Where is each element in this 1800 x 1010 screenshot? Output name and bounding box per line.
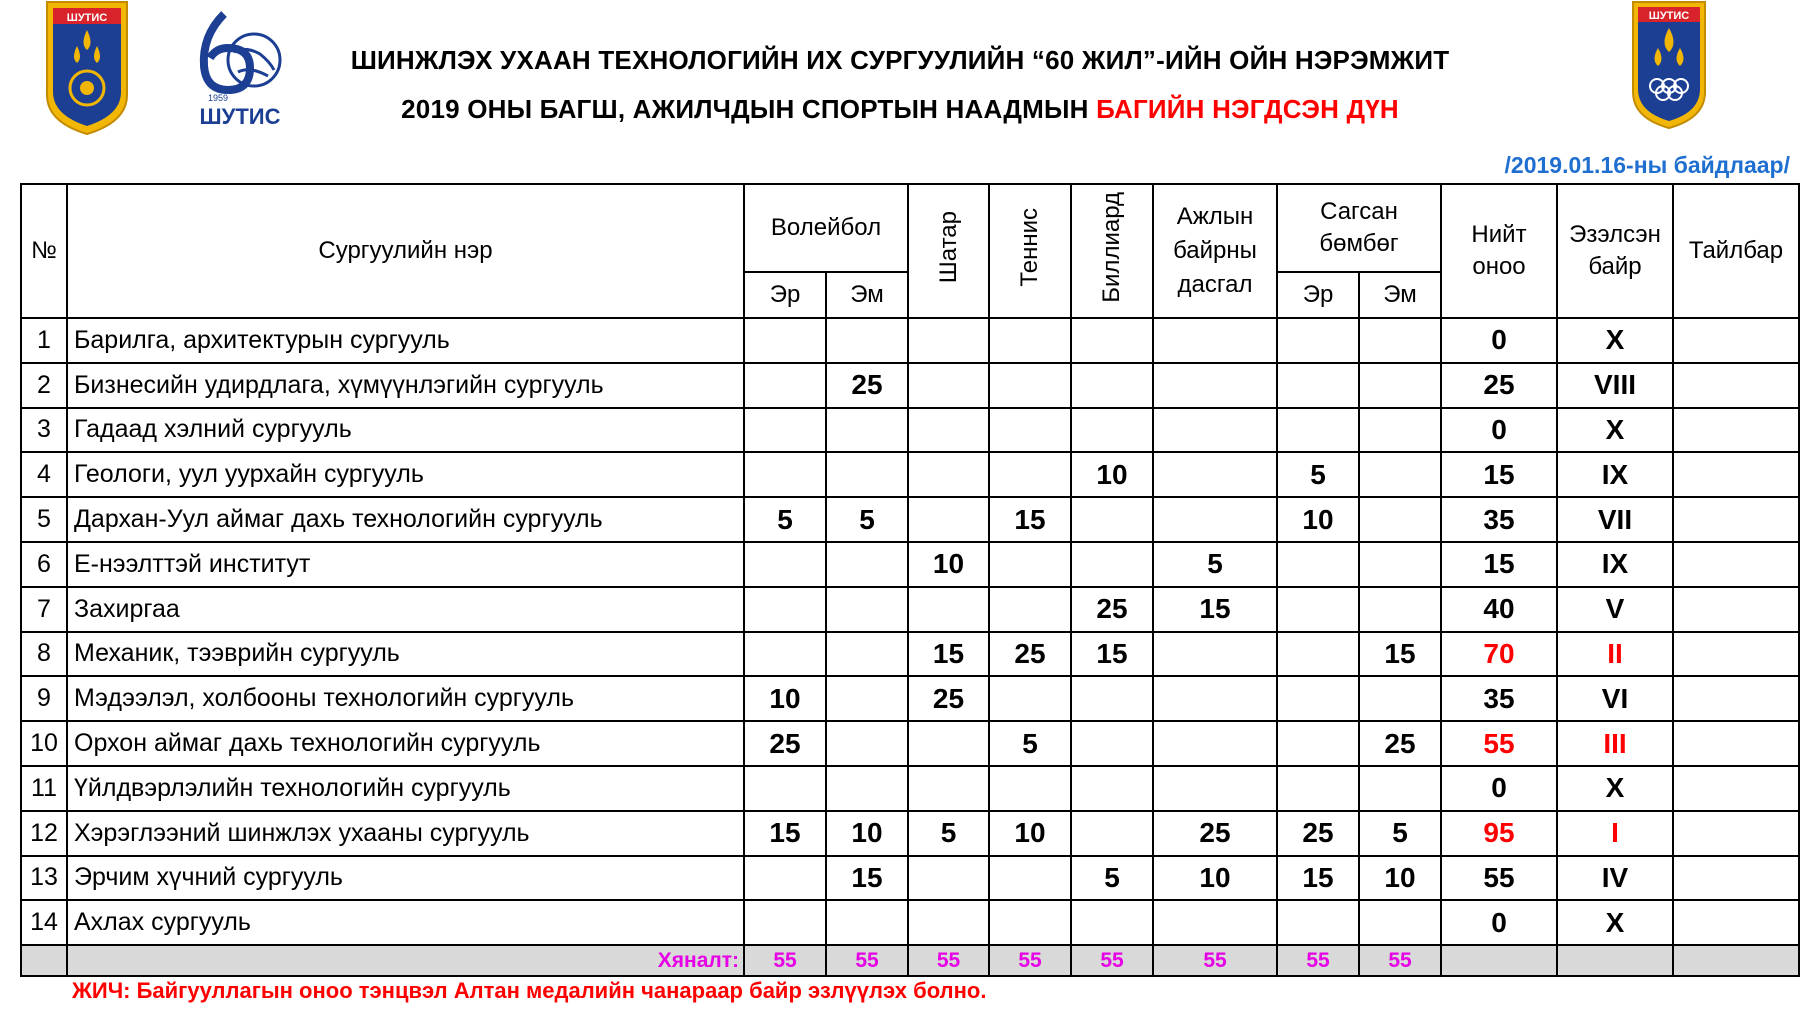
rank: V xyxy=(1557,587,1673,632)
school-name: Үйлдвэрлэлийн технологийн сургууль xyxy=(67,766,744,811)
score-tennis: 25 xyxy=(989,632,1071,677)
score-b-w: 15 xyxy=(1359,632,1441,677)
results-body xyxy=(21,318,1799,976)
col-header-tennis xyxy=(989,184,1071,318)
score-workplace xyxy=(1153,900,1277,945)
score-v-w xyxy=(826,900,908,945)
score-billiards xyxy=(1071,721,1153,766)
total-score: 95 xyxy=(1441,811,1557,856)
score-v-m xyxy=(744,900,826,945)
as-of-date: /2019.01.16-ны байдлаар/ xyxy=(1504,152,1790,178)
chess-label: Шатар xyxy=(934,211,962,284)
score-workplace xyxy=(1153,721,1277,766)
score-b-m xyxy=(1277,542,1359,587)
total-score: 35 xyxy=(1441,676,1557,721)
check-value: 55 xyxy=(1071,945,1153,976)
rank: VI xyxy=(1557,676,1673,721)
score-chess xyxy=(908,900,989,945)
page-title-line2 xyxy=(0,94,1800,125)
score-b-w xyxy=(1359,452,1441,497)
score-b-w xyxy=(1359,676,1441,721)
total-score: 0 xyxy=(1441,766,1557,811)
remark xyxy=(1673,318,1799,363)
score-tennis xyxy=(989,856,1071,901)
score-b-m xyxy=(1277,766,1359,811)
billiards-label: Биллиард xyxy=(1098,192,1125,303)
score-v-w xyxy=(826,766,908,811)
score-b-w: 25 xyxy=(1359,721,1441,766)
table-row xyxy=(21,856,1799,901)
total-score: 70 xyxy=(1441,632,1557,677)
school-name: Геологи, уул уурхайн сургууль xyxy=(67,452,744,497)
score-chess xyxy=(908,587,989,632)
check-value: 55 xyxy=(989,945,1071,976)
col-header-workplace: Ажлын байрны дасгал xyxy=(1153,184,1277,318)
score-billiards: 15 xyxy=(1071,632,1153,677)
row-number: 8 xyxy=(21,632,67,677)
score-b-w xyxy=(1359,542,1441,587)
score-billiards xyxy=(1071,408,1153,453)
page-title-line1: ШИНЖЛЭХ УХААН ТЕХНОЛОГИЙН ИХ СУРГУУЛИЙН “60 ЖИЛ”-ИЙН ОЙН НЭРЭМЖИТ xyxy=(350,45,1450,75)
rank: IX xyxy=(1557,542,1673,587)
check-empty-cell xyxy=(21,945,67,976)
col-header-volleyball: Волейбол xyxy=(744,184,908,272)
score-v-w xyxy=(826,587,908,632)
total-score: 0 xyxy=(1441,408,1557,453)
score-b-m xyxy=(1277,363,1359,408)
row-number: 14 xyxy=(21,900,67,945)
score-v-m xyxy=(744,363,826,408)
table-row xyxy=(21,363,1799,408)
col-header-basketball: Сагсан бөмбөг xyxy=(1277,184,1441,272)
rank: VIII xyxy=(1557,363,1673,408)
score-v-w: 10 xyxy=(826,811,908,856)
score-v-m xyxy=(744,542,826,587)
row-number: 13 xyxy=(21,856,67,901)
school-name: Хэрэглээний шинжлэх ухааны сургууль xyxy=(67,811,744,856)
score-chess xyxy=(908,856,989,901)
school-name: Эрчим хүчний сургууль xyxy=(67,856,744,901)
rank: X xyxy=(1557,318,1673,363)
col-header-volleyball-women: Эм xyxy=(826,272,908,318)
total-score: 35 xyxy=(1441,497,1557,542)
score-chess xyxy=(908,497,989,542)
remark xyxy=(1673,766,1799,811)
score-billiards xyxy=(1071,497,1153,542)
check-value: 55 xyxy=(1153,945,1277,976)
score-workplace xyxy=(1153,632,1277,677)
score-tennis xyxy=(989,900,1071,945)
table-row xyxy=(21,452,1799,497)
school-name: Ахлах сургууль xyxy=(67,900,744,945)
score-workplace xyxy=(1153,497,1277,542)
score-b-w xyxy=(1359,318,1441,363)
school-name: Гадаад хэлний сургууль xyxy=(67,408,744,453)
score-workplace xyxy=(1153,318,1277,363)
check-row xyxy=(21,945,1799,976)
score-chess xyxy=(908,318,989,363)
table-row xyxy=(21,811,1799,856)
score-billiards xyxy=(1071,542,1153,587)
remark xyxy=(1673,542,1799,587)
row-number: 3 xyxy=(21,408,67,453)
score-workplace: 5 xyxy=(1153,542,1277,587)
score-billiards xyxy=(1071,766,1153,811)
school-name: Захиргаа xyxy=(67,587,744,632)
row-number: 2 xyxy=(21,363,67,408)
total-score: 15 xyxy=(1441,542,1557,587)
remark xyxy=(1673,587,1799,632)
school-name: Е-нээлттэй институт xyxy=(67,542,744,587)
col-header-billiards xyxy=(1071,184,1153,318)
total-score: 55 xyxy=(1441,856,1557,901)
left-logo-text: ШУТИС xyxy=(66,12,108,24)
remark xyxy=(1673,721,1799,766)
title-line2-black: 2019 ОНЫ БАГШ, АЖИЛЧДЫН СПОРТЫН НААДМЫН xyxy=(401,94,1097,124)
check-value: 55 xyxy=(1277,945,1359,976)
score-v-w xyxy=(826,542,908,587)
score-b-w xyxy=(1359,900,1441,945)
score-chess xyxy=(908,721,989,766)
remark xyxy=(1673,408,1799,453)
remark xyxy=(1673,811,1799,856)
score-b-m: 25 xyxy=(1277,811,1359,856)
score-chess xyxy=(908,408,989,453)
table-row xyxy=(21,587,1799,632)
row-number: 12 xyxy=(21,811,67,856)
score-v-m xyxy=(744,632,826,677)
score-b-m: 10 xyxy=(1277,497,1359,542)
rank: X xyxy=(1557,900,1673,945)
rank: II xyxy=(1557,632,1673,677)
score-v-w xyxy=(826,452,908,497)
score-tennis xyxy=(989,542,1071,587)
score-tennis xyxy=(989,408,1071,453)
score-chess xyxy=(908,452,989,497)
score-v-w: 5 xyxy=(826,497,908,542)
score-workplace xyxy=(1153,452,1277,497)
score-b-w: 5 xyxy=(1359,811,1441,856)
score-chess: 15 xyxy=(908,632,989,677)
score-chess: 10 xyxy=(908,542,989,587)
check-empty-cell xyxy=(1557,945,1673,976)
footnote: ЖИЧ: Байгууллагын оноо тэнцвэл Алтан медалийн чанараар байр эзлүүлэх болно. xyxy=(72,978,987,1003)
score-b-m xyxy=(1277,676,1359,721)
score-tennis xyxy=(989,318,1071,363)
table-row xyxy=(21,318,1799,363)
col-header-basketball-women: Эм xyxy=(1359,272,1441,318)
school-name: Мэдээлэл, холбооны технологийн сургууль xyxy=(67,676,744,721)
results-table xyxy=(20,183,1800,977)
col-header-rank: Эзэлсэн байр xyxy=(1557,184,1673,318)
score-billiards xyxy=(1071,676,1153,721)
total-score: 55 xyxy=(1441,721,1557,766)
total-score: 25 xyxy=(1441,363,1557,408)
score-tennis: 10 xyxy=(989,811,1071,856)
score-v-m xyxy=(744,408,826,453)
school-name: Дархан-Уул аймаг дахь технологийн сургууль xyxy=(67,497,744,542)
left2-logo-text: ШУТИС xyxy=(199,104,281,128)
check-value: 55 xyxy=(744,945,826,976)
check-value: 55 xyxy=(826,945,908,976)
check-empty-cell xyxy=(1441,945,1557,976)
remark xyxy=(1673,363,1799,408)
total-score: 0 xyxy=(1441,900,1557,945)
score-b-m xyxy=(1277,587,1359,632)
score-b-m xyxy=(1277,900,1359,945)
score-tennis: 5 xyxy=(989,721,1071,766)
table-row xyxy=(21,766,1799,811)
score-tennis: 15 xyxy=(989,497,1071,542)
col-header-school: Сургуулийн нэр xyxy=(67,184,744,318)
score-b-m: 15 xyxy=(1277,856,1359,901)
school-name: Механик, тээврийн сургууль xyxy=(67,632,744,677)
score-v-w xyxy=(826,408,908,453)
score-b-m xyxy=(1277,408,1359,453)
title-line2-red: БАГИЙН НЭГДСЭН ДҮН xyxy=(1096,94,1399,124)
score-v-m: 10 xyxy=(744,676,826,721)
score-workplace: 15 xyxy=(1153,587,1277,632)
score-v-m xyxy=(744,766,826,811)
score-v-m xyxy=(744,452,826,497)
score-billiards: 25 xyxy=(1071,587,1153,632)
rank: IX xyxy=(1557,452,1673,497)
score-v-m: 15 xyxy=(744,811,826,856)
left2-year-text: 1959 xyxy=(208,93,229,103)
remark xyxy=(1673,632,1799,677)
school-name: Бизнесийн удирдлага, хүмүүнлэгийн сургууль xyxy=(67,363,744,408)
rank: X xyxy=(1557,408,1673,453)
remark xyxy=(1673,676,1799,721)
row-number: 5 xyxy=(21,497,67,542)
remark xyxy=(1673,452,1799,497)
col-header-basketball-men: Эр xyxy=(1277,272,1359,318)
score-workplace: 10 xyxy=(1153,856,1277,901)
check-value: 55 xyxy=(1359,945,1441,976)
score-v-w xyxy=(826,721,908,766)
row-number: 11 xyxy=(21,766,67,811)
check-value: 55 xyxy=(908,945,989,976)
score-tennis xyxy=(989,587,1071,632)
score-v-w: 15 xyxy=(826,856,908,901)
score-workplace xyxy=(1153,766,1277,811)
score-tennis xyxy=(989,363,1071,408)
score-billiards: 5 xyxy=(1071,856,1153,901)
score-v-w xyxy=(826,318,908,363)
score-v-m: 25 xyxy=(744,721,826,766)
total-score: 40 xyxy=(1441,587,1557,632)
right-logo-text: ШУТИС xyxy=(1648,10,1690,22)
rank: III xyxy=(1557,721,1673,766)
row-number: 9 xyxy=(21,676,67,721)
rank: I xyxy=(1557,811,1673,856)
table-row xyxy=(21,632,1799,677)
score-v-w xyxy=(826,676,908,721)
table-row xyxy=(21,900,1799,945)
total-score: 15 xyxy=(1441,452,1557,497)
score-chess: 5 xyxy=(908,811,989,856)
col-header-volleyball-men: Эр xyxy=(744,272,826,318)
school-name: Орхон аймаг дахь технологийн сургууль xyxy=(67,721,744,766)
score-b-w xyxy=(1359,766,1441,811)
score-workplace: 25 xyxy=(1153,811,1277,856)
rank: VII xyxy=(1557,497,1673,542)
score-b-m xyxy=(1277,632,1359,677)
remark xyxy=(1673,856,1799,901)
score-tennis xyxy=(989,676,1071,721)
score-chess xyxy=(908,363,989,408)
table-row xyxy=(21,497,1799,542)
remark xyxy=(1673,497,1799,542)
score-v-m xyxy=(744,587,826,632)
row-number: 6 xyxy=(21,542,67,587)
score-b-w xyxy=(1359,408,1441,453)
score-b-w: 10 xyxy=(1359,856,1441,901)
score-billiards: 10 xyxy=(1071,452,1153,497)
remark xyxy=(1673,900,1799,945)
table-row xyxy=(21,408,1799,453)
tennis-label: Теннис xyxy=(1016,208,1043,287)
col-header-chess xyxy=(908,184,989,318)
school-name: Барилга, архитектурын сургууль xyxy=(67,318,744,363)
score-tennis xyxy=(989,452,1071,497)
score-workplace xyxy=(1153,676,1277,721)
row-number: 4 xyxy=(21,452,67,497)
score-b-m: 5 xyxy=(1277,452,1359,497)
score-v-m xyxy=(744,318,826,363)
row-number: 7 xyxy=(21,587,67,632)
score-workplace xyxy=(1153,408,1277,453)
score-b-w xyxy=(1359,497,1441,542)
score-billiards xyxy=(1071,811,1153,856)
score-v-m: 5 xyxy=(744,497,826,542)
score-v-w xyxy=(826,632,908,677)
table-row xyxy=(21,542,1799,587)
score-v-m xyxy=(744,856,826,901)
score-chess: 25 xyxy=(908,676,989,721)
score-billiards xyxy=(1071,900,1153,945)
row-number: 1 xyxy=(21,318,67,363)
col-header-no: № xyxy=(21,184,67,318)
check-empty-cell xyxy=(1673,945,1799,976)
score-billiards xyxy=(1071,363,1153,408)
col-header-total: Нийт оноо xyxy=(1441,184,1557,318)
rank: IV xyxy=(1557,856,1673,901)
score-b-w xyxy=(1359,363,1441,408)
check-label: Хяналт: xyxy=(67,945,744,976)
score-workplace xyxy=(1153,363,1277,408)
score-tennis xyxy=(989,766,1071,811)
score-b-w xyxy=(1359,587,1441,632)
score-b-m xyxy=(1277,318,1359,363)
table-row xyxy=(21,676,1799,721)
score-chess xyxy=(908,766,989,811)
col-header-remark: Тайлбар xyxy=(1673,184,1799,318)
score-b-m xyxy=(1277,721,1359,766)
score-v-w: 25 xyxy=(826,363,908,408)
row-number: 10 xyxy=(21,721,67,766)
rank: X xyxy=(1557,766,1673,811)
score-billiards xyxy=(1071,318,1153,363)
total-score: 0 xyxy=(1441,318,1557,363)
table-row xyxy=(21,721,1799,766)
